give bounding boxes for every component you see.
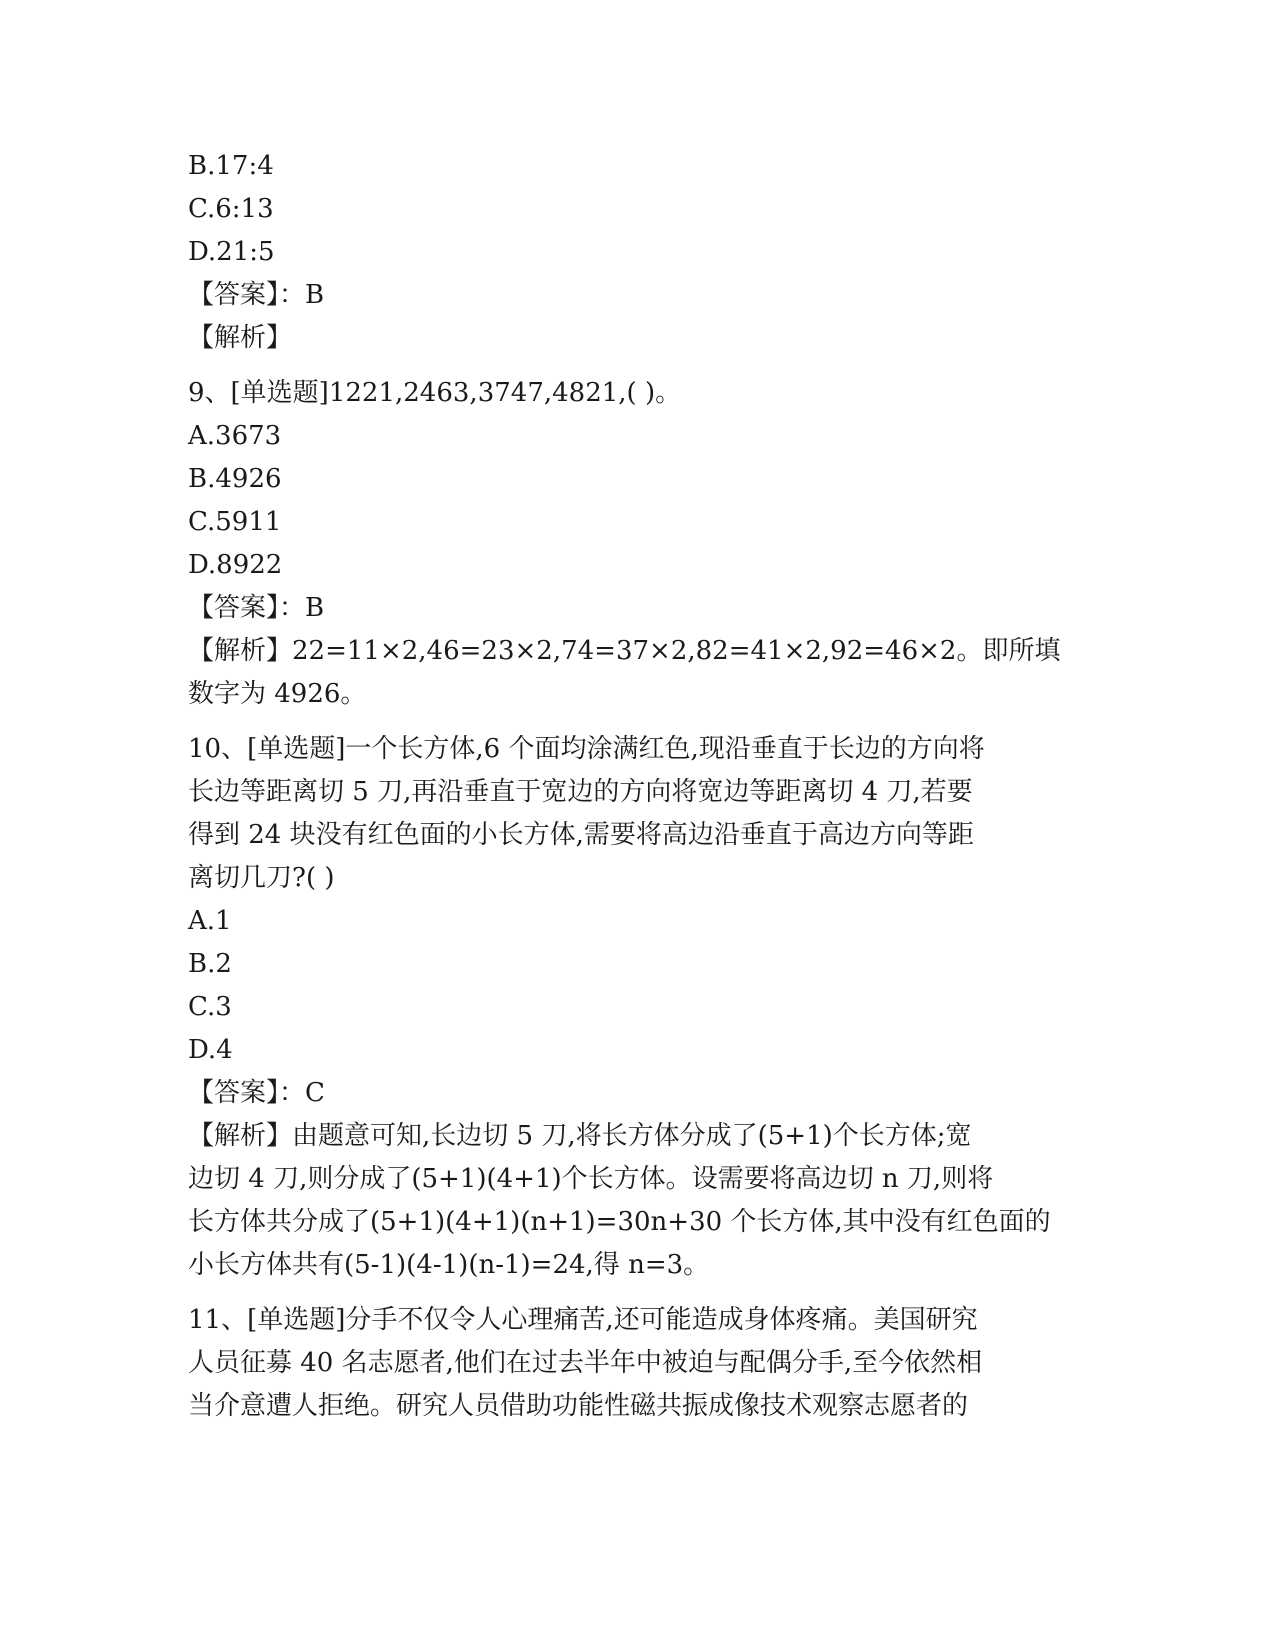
option-c: C.3 <box>188 992 232 1022</box>
question-stem-line: 长边等距离切 5 刀,再沿垂直于宽边的方向将宽边等距离切 4 刀,若要 <box>188 777 973 807</box>
option-b: B.2 <box>188 949 232 979</box>
analysis-line: 【解析】22=11×2,46=23×2,74=37×2,82=41×2,92=46×2。即所填 <box>188 636 1061 666</box>
option-b: B.17:4 <box>188 151 274 181</box>
analysis-line: 【解析】由题意可知,长边切 5 刀,将长方体分成了(5+1)个长方体;宽 <box>188 1121 972 1151</box>
document-page <box>188 145 1088 1428</box>
question-stem-line: 11、[单选题]分手不仅令人心理痛苦,还可能造成身体疼痛。美国研究 <box>188 1305 978 1335</box>
option-a: A.1 <box>188 906 232 936</box>
option-d: D.21:5 <box>188 237 275 267</box>
analysis-line: 边切 4 刀,则分成了(5+1)(4+1)个长方体。设需要将高边切 n 刀,则将 <box>188 1164 994 1194</box>
question-stem-line: 人员征募 40 名志愿者,他们在过去半年中被迫与配偶分手,至今依然相 <box>188 1348 983 1378</box>
question-9 <box>188 372 1088 716</box>
question-stem: 9、[单选题]1221,2463,3747,4821,( )。 <box>188 378 682 408</box>
answer: 【答案】：C <box>188 1078 325 1108</box>
option-d: D.4 <box>188 1035 233 1065</box>
option-c: C.5911 <box>188 507 282 537</box>
option-b: B.4926 <box>188 464 282 494</box>
answer: 【答案】：B <box>188 280 325 310</box>
analysis-line: 数字为 4926。 <box>188 679 367 709</box>
option-c: C.6:13 <box>188 194 274 224</box>
answer: 【答案】：B <box>188 593 325 623</box>
question-stem-line: 离切几刀?( ) <box>188 863 335 893</box>
question-stem-line: 当介意遭人拒绝。研究人员借助功能性磁共振成像技术观察志愿者的 <box>188 1391 969 1421</box>
question-8-tail <box>188 145 1088 360</box>
analysis-line: 小长方体共有(5-1)(4-1)(n-1)=24,得 n=3。 <box>188 1250 710 1280</box>
option-a: A.3673 <box>188 421 282 451</box>
option-d: D.8922 <box>188 550 283 580</box>
analysis-line: 长方体共分成了(5+1)(4+1)(n+1)=30n+30 个长方体,其中没有红色面的 <box>188 1207 1051 1237</box>
question-11 <box>188 1299 1088 1428</box>
question-stem-line: 得到 24 块没有红色面的小长方体,需要将高边沿垂直于高边方向等距 <box>188 820 974 850</box>
question-stem-line: 10、[单选题]一个长方体,6 个面均涂满红色,现沿垂直于长边的方向将 <box>188 734 985 764</box>
question-10 <box>188 728 1088 1287</box>
analysis: 【解析】 <box>188 323 293 353</box>
